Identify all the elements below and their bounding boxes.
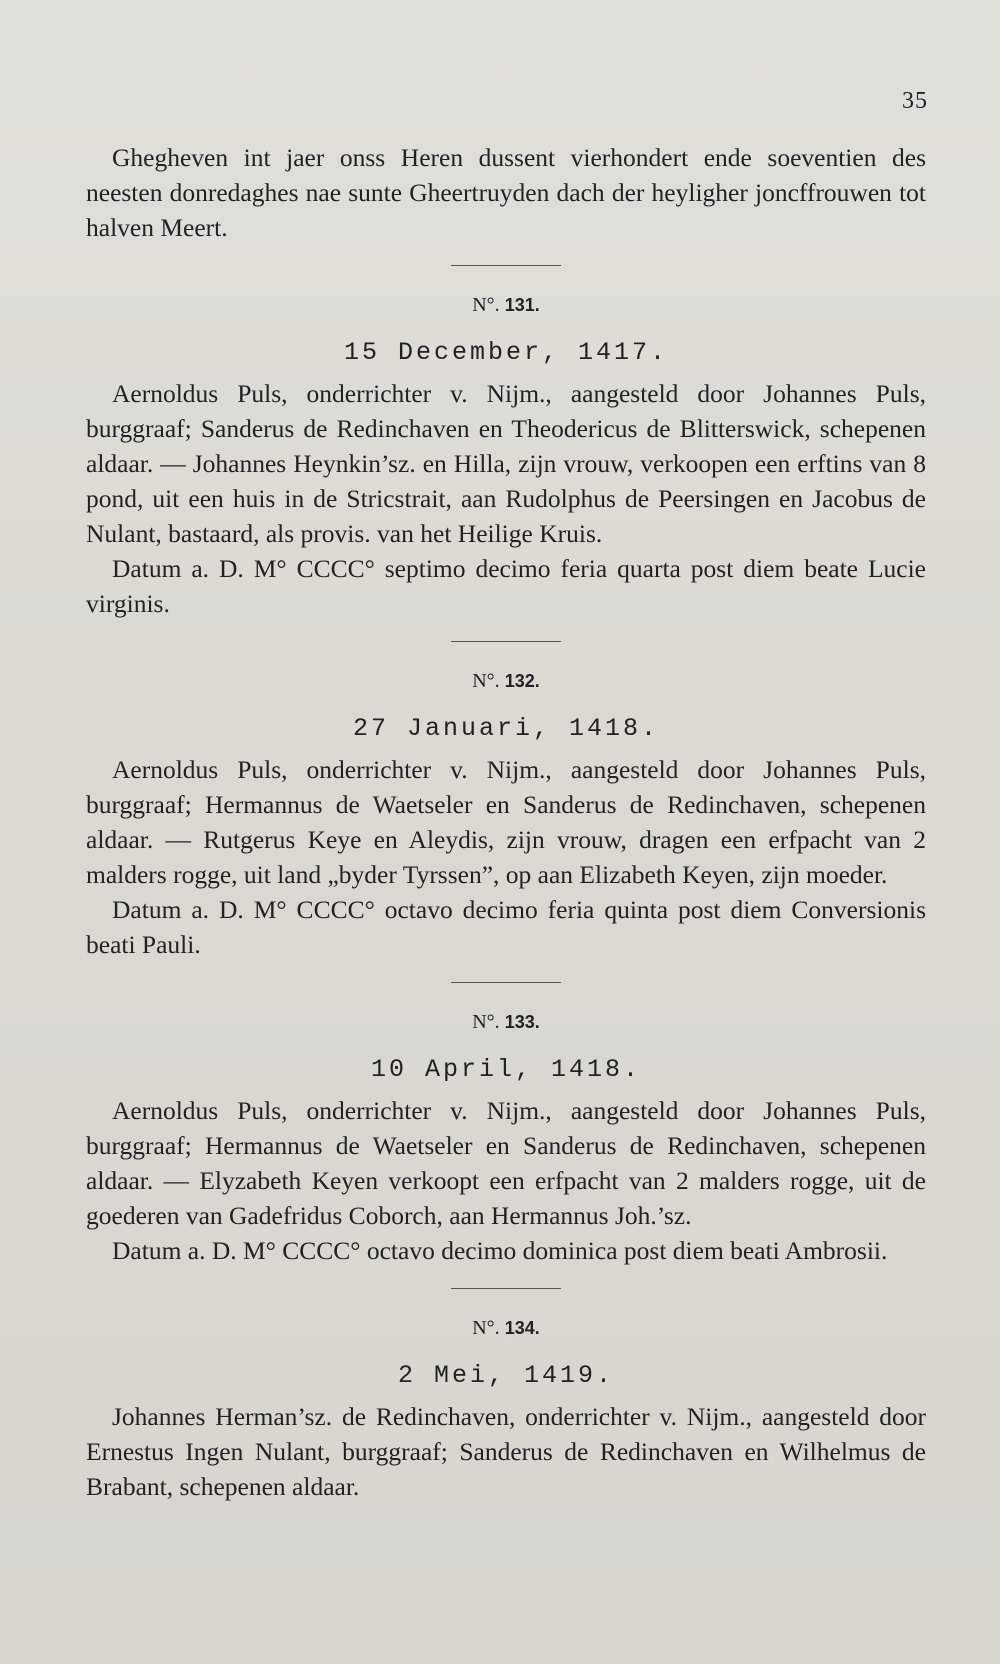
charter-number-prefix: N°. xyxy=(472,1011,500,1033)
section-divider xyxy=(451,265,561,266)
charter-date: 15 December, 1417. xyxy=(343,338,669,367)
charter-body: Aernoldus Puls, onderrichter v. Nijm., aangesteld door Johannes Puls, burggraaf; Hermannus de Waetseler en Sanderus de Redinchaven, schepenen aldaar. — Rutgerus Keye en Aleydis, zijn vrouw, dragen een erfpacht van 2 malders rogge, uit land „byder Tyrssen”, op aan Elizabeth Keyen, zijn moeder. xyxy=(86,755,926,889)
charter-number xyxy=(86,664,926,699)
charter-number-value: 133. xyxy=(504,1012,540,1032)
section-divider xyxy=(451,641,561,642)
charter-number-value: 131. xyxy=(504,295,540,315)
page-number: 35 xyxy=(902,88,928,114)
charter-body: Johannes Herman’sz. de Redinchaven, onderrichter v. Nijm., aangesteld door Ernestus Ingen Nulant, burggraaf; Sanderus de Redinchaven en Wilhelmus de Brabant, schepenen aldaar. xyxy=(86,1402,926,1501)
charter-number-value: 132. xyxy=(504,671,540,691)
charter-number xyxy=(86,1005,926,1040)
charter-body: Aernoldus Puls, onderrichter v. Nijm., aangesteld door Johannes Puls, burggraaf; Hermannus de Waetseler en Sanderus de Redinchaven, schepenen aldaar. — Elyzabeth Keyen verkoopt een erfpacht van 2 malders rogge, uit de goederen van Gadefridus Coborch, aan Hermannus Joh.’sz. xyxy=(86,1096,926,1230)
charter-date: 10 April, 1418. xyxy=(370,1055,642,1084)
charter-datum: Datum a. D. M° CCCC° octavo decimo dominica post diem beati Ambrosii. xyxy=(112,1236,888,1265)
charter-datum: Datum a. D. M° CCCC° octavo decimo feria quinta post diem Conversionis beati Pauli. xyxy=(86,895,926,959)
charter-number xyxy=(86,288,926,323)
charter-number-value: 134. xyxy=(504,1318,540,1338)
section-divider xyxy=(451,1288,561,1289)
charter-number-prefix: N°. xyxy=(472,670,500,692)
charter-datum: Datum a. D. M° CCCC° septimo decimo feria quarta post diem beate Lucie virginis. xyxy=(86,554,926,618)
charter-date: 2 Mei, 1419. xyxy=(397,1361,615,1390)
charter-date: 27 Januari, 1418. xyxy=(352,714,660,743)
charter-number-prefix: N°. xyxy=(472,1317,500,1339)
charter-body: Aernoldus Puls, onderrichter v. Nijm., aangesteld door Johannes Puls, burggraaf; Sanderus de Redinchaven en Theodericus de Blitterswick, schepenen aldaar. — Johannes Heynkin’sz. en Hilla, zijn vrouw, verkoopen een erftins van 8 pond, uit een huis in de Stricstrait, aan Rudolphus de Peersingen en Jacobus de Nulant, bastaard, als provis. van het Heilige Kruis. xyxy=(86,379,926,548)
page-content xyxy=(86,140,926,1504)
section-divider xyxy=(451,982,561,983)
intro-paragraph: Ghegheven int jaer onss Heren dussent vierhondert ende soeventien des neesten donredaghes nae sunte Gheertruyden dach der heyligher joncffrouwen tot halven Meert. xyxy=(86,143,926,242)
charter-number xyxy=(86,1311,926,1346)
charter-number-prefix: N°. xyxy=(472,294,500,316)
